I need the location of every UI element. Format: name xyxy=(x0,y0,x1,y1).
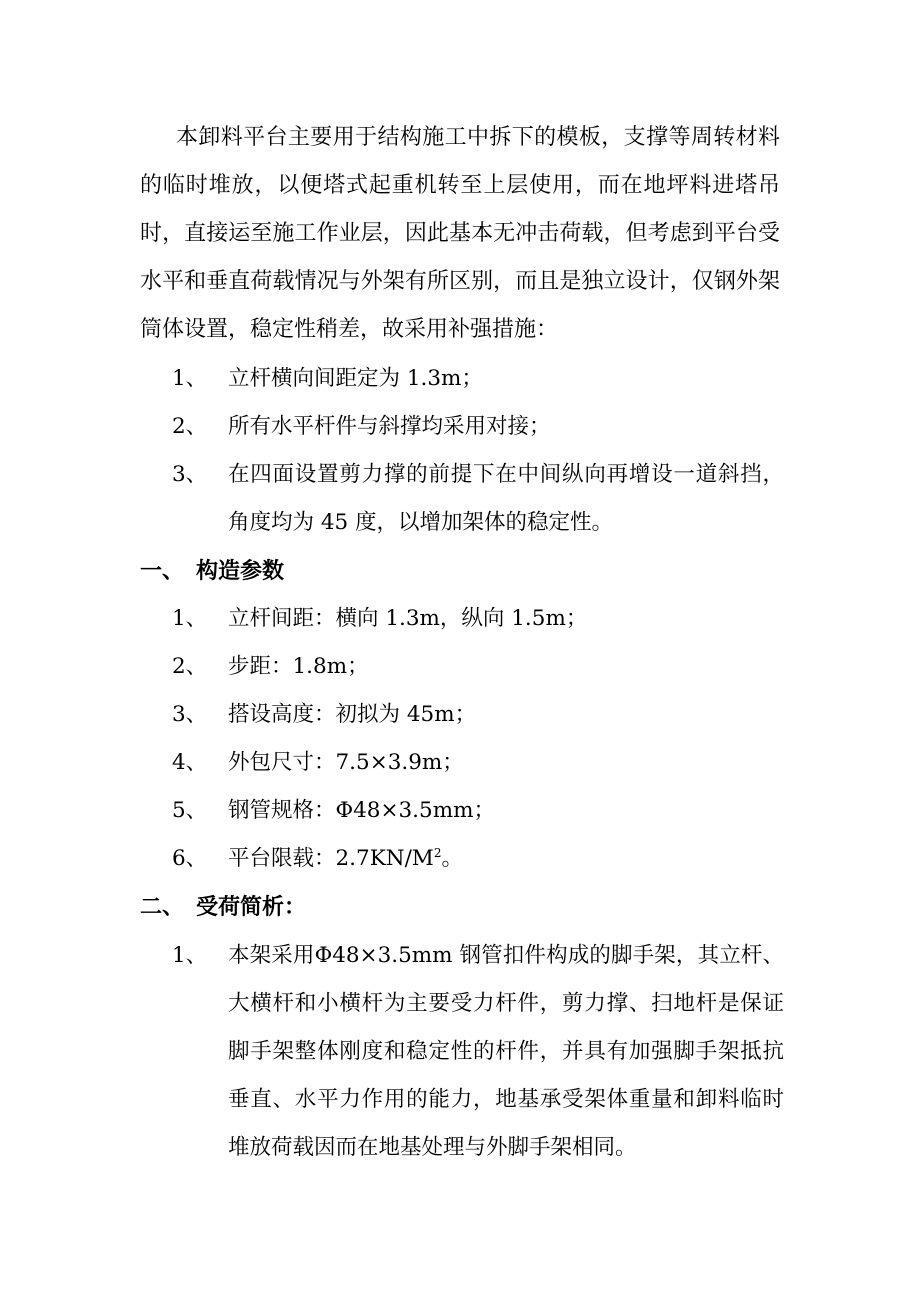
load-limit-text: 平台限载：2.7KN/M xyxy=(228,846,434,871)
measure-item-3 xyxy=(172,451,784,547)
param-text: 立杆间距：横向 1.3m，纵向 1.5m； xyxy=(228,606,588,631)
measure-text: 在四面设置剪力撑的前提下在中间纵向再增设一道斜挡，角度均为 45 度，以增加架体的稳定性。 xyxy=(228,462,784,535)
param-item-3 xyxy=(172,691,784,739)
section-heading-load-analysis xyxy=(140,883,740,931)
section-number: 二、 xyxy=(140,894,185,920)
analysis-number: 1、 xyxy=(172,943,208,968)
analysis-item-1 xyxy=(172,932,784,1172)
param-item-2 xyxy=(172,643,784,691)
param-text: 搭设高度：初拟为 45m； xyxy=(228,702,477,727)
param-number: 6、 xyxy=(172,846,208,871)
param-text xyxy=(228,835,784,883)
measure-item-2 xyxy=(172,403,784,451)
section-title: 构造参数 xyxy=(196,558,285,584)
load-limit-suffix: 。 xyxy=(441,846,463,871)
measure-number: 1、 xyxy=(172,366,208,391)
section-number: 一、 xyxy=(140,558,185,584)
param-item-5 xyxy=(172,787,784,835)
measure-number: 2、 xyxy=(172,414,208,439)
param-item-4 xyxy=(172,739,784,787)
measure-text: 所有水平杆件与斜撑均采用对接； xyxy=(228,414,551,439)
param-number: 3、 xyxy=(172,702,208,727)
param-text: 钢管规格：Φ48×3.5mm； xyxy=(228,798,495,823)
param-text: 步距：1.8m； xyxy=(228,654,369,679)
param-text: 外包尺寸：7.5×3.9m； xyxy=(228,750,464,775)
intro-paragraph: 本卸料平台主要用于结构施工中拆下的模板，支撑等周转材料的临时堆放，以便塔式起重机转至上层使用，而在地坪料进塔吊时，直接运至施工作业层，因此基本无冲击荷载，但考虑到平台受水平和垂直荷载情况与外架有所区别，而且是独立设计，仅钢外架筒体设置，稳定性稍差，故采用补强措施： xyxy=(140,125,780,342)
param-item-6 xyxy=(172,835,784,883)
measure-item-1 xyxy=(172,355,784,403)
param-number: 5、 xyxy=(172,798,208,823)
measure-text: 立杆横向间距定为 1.3m； xyxy=(228,366,483,391)
section-title: 受荷简析： xyxy=(196,894,307,920)
param-number: 4、 xyxy=(172,750,208,775)
section-heading-construction xyxy=(140,547,740,595)
analysis-text: 本架采用Φ48×3.5mm 钢管扣件构成的脚手架，其立杆、大横杆和小横杆为主要受力杆件，剪力撑、扫地杆是保证脚手架整体刚度和稳定性的杆件，并具有加强脚手架抵抗垂直、水平力作用的能力，地基承受架体重量和卸料临时堆放荷载因而在地基处理与外脚手架相同。 xyxy=(228,943,784,1160)
param-item-1 xyxy=(172,595,784,643)
measure-number: 3、 xyxy=(172,462,208,487)
superscript-exponent: 2 xyxy=(433,845,442,860)
param-number: 2、 xyxy=(172,654,208,679)
param-number: 1、 xyxy=(172,606,208,631)
